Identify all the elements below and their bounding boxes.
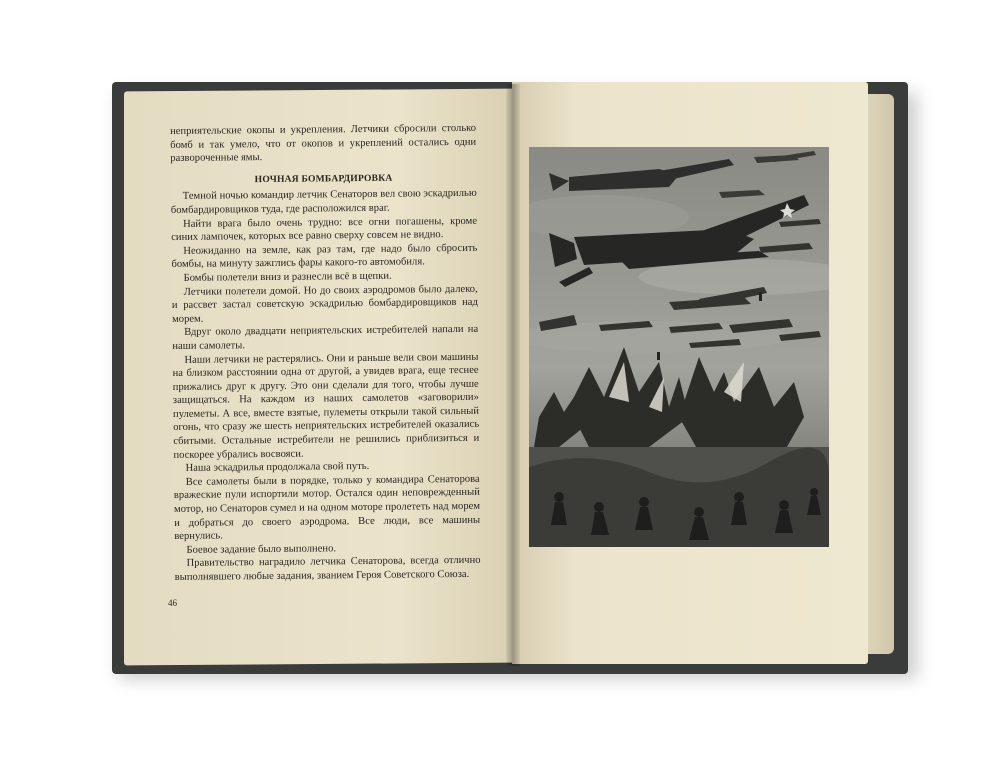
paragraph: Все самолеты были в порядке, только у командира Сенаторова вражеские пули испортили мотор. Остался один неповрежденный мотор, но Сенаторов сумел и на одном моторе пролететь над морем и добраться до своего аэродрома. Все люди, все машины вернулись. bbox=[173, 473, 481, 543]
paragraph: Неожиданно на земле, как раз там, где надо было сбросить бомбы, на минуту зажглись фары какого-то автомобиля. bbox=[171, 242, 478, 271]
chapter-title: НОЧНАЯ БОМБАРДИРОВКА bbox=[254, 172, 393, 185]
paragraph: неприятельские окопы и укрепления. Летчики сбросили столько бомб и так умело, что от окопов и укреплений остались одни развороченные ямы. bbox=[170, 122, 477, 165]
paragraph: Наши летчики не растерялись. Они и раньше вели свои машины на близком расстоянии одна от другой, а увидев врага, еще теснее прижались друг к другу. Это они сделали для того, чтобы лучше защищаться. На каждом из наших самолетов «заговорили» пулеметы. А все, вместе взятые, пулеметы открыли такой сильный огонь, что сразу же шесть неприятельских истребителей оказались сбитыми. Остальные истребители не решились приблизиться и поскорее убрались восвояси. bbox=[172, 351, 480, 461]
left-page-text bbox=[170, 122, 481, 585]
paragraph: Темной ночью командир летчик Сенаторов вел свою эскадрилью бомбардировщиков туда, где расположился враг. bbox=[170, 188, 477, 216]
page-number: 46 bbox=[168, 598, 177, 608]
paragraph: Летчики полетели домой. Но до своих аэродромов было далеко, и рассвет застал советскую эскадрилью бомбардировщиков над морем. bbox=[171, 283, 478, 325]
paragraph: Найти врага было очень трудно: все огни погашены, кроме синих лампочек, которых все равно сверху совсем не видно. bbox=[171, 215, 478, 244]
book-gutter bbox=[506, 84, 520, 666]
paragraph: Боевое задание было выполнено. bbox=[186, 543, 337, 556]
bombers-illustration bbox=[529, 147, 829, 547]
paragraph: Бомбы полетели вниз и разнесли всё в щепки. bbox=[183, 270, 392, 284]
paragraph: Правительство наградило летчика Сенаторова, всегда отлично выполнявшего любые задания, званием Героя Советского Союза. bbox=[174, 555, 481, 583]
paragraph: Наша эскадрилья продолжала свой путь. bbox=[185, 461, 370, 475]
paragraph: Вдруг около двадцати неприятельских истребителей напали на наши самолеты. bbox=[172, 324, 479, 352]
